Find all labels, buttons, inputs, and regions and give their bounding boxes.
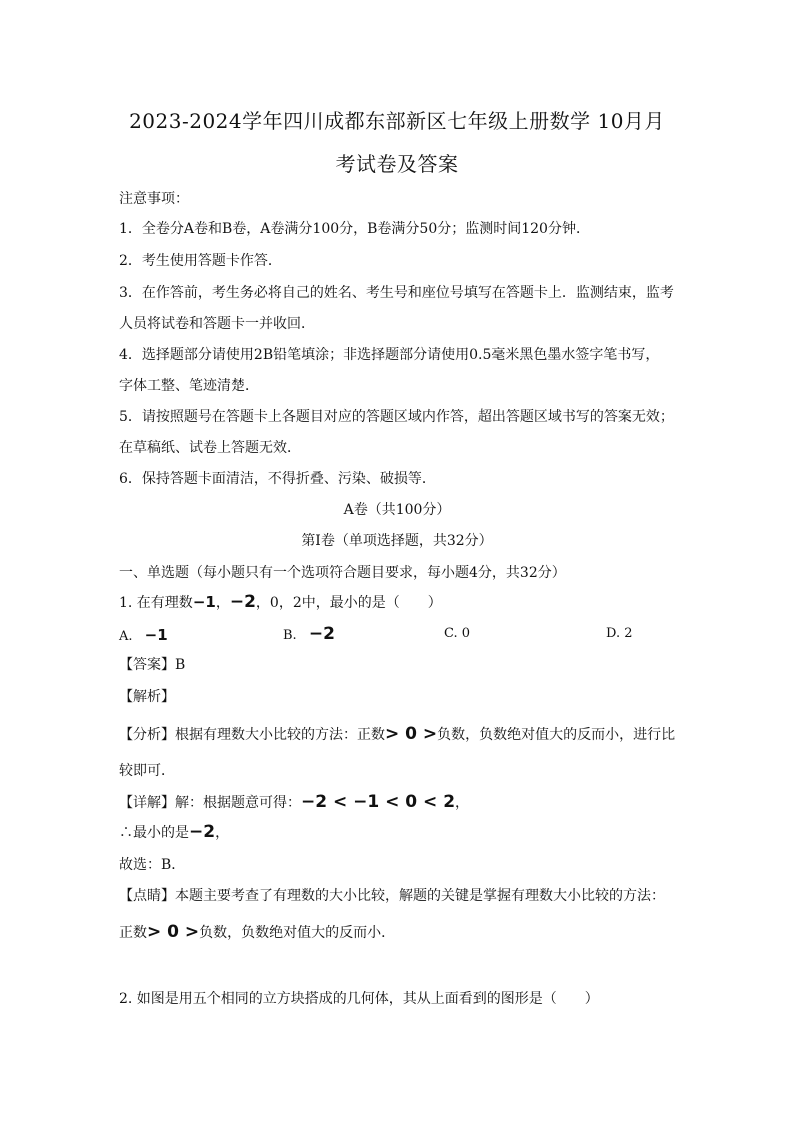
notice-item-6: 6．保持答题卡面清洁，不得折叠、污染、破损等． [119,471,436,487]
q1-stem-suffix: ，0，2中，最小的是（ ） [255,595,442,611]
q1-detail [119,792,469,812]
q1-detail-math: −2 < −1 < 0 < 2 [301,792,456,812]
notice-item-5-cont: 在草稿纸、试卷上答题无效． [119,440,301,456]
q1-fenxi [119,724,675,744]
doc-title-line2: 考试卷及答案 [335,152,459,176]
q1-fenxi-cont: 较即可． [119,763,175,779]
q1-fenxi-prefix: 【分析】根据有理数大小比较的方法：正数 [119,727,385,743]
notice-item-1: 1．全卷分A卷和B卷，A卷满分100分，B卷满分50分；监测时间120分钟． [119,221,590,237]
q1-comment: 【点睛】本题主要考查了有理数的大小比较，解题的关键是掌握有理数大小比较的方法： [119,888,665,904]
q1-option-a [119,626,168,644]
q1-option-b-value: −2 [308,624,335,644]
q1-min-line [119,822,229,842]
doc-title-line1: 2023-2024学年四川成都东部新区七年级上册数学 10月月 [129,109,665,133]
q1-detail-prefix: 【详解】解：根据题意可得： [119,795,301,811]
q1-detail-suffix: ， [455,795,470,811]
q1-number-2: −2 [229,592,256,612]
notice-item-4-cont: 字体工整、笔迹清楚． [119,378,259,394]
q1-min-suffix: ， [215,825,230,841]
q1-fenxi-op: > 0 > [385,724,438,744]
notice-item-2: 2．考生使用答题卡作答． [119,253,282,269]
q1-option-d: D. 2 [606,626,633,641]
q1-comment2-prefix: 正数 [119,925,147,941]
q1-option-a-label: A. [119,629,133,644]
notice-item-4: 4．选择题部分请使用2B铅笔填涂；非选择题部分请使用0.5毫米黑色墨水签字笔书写， [119,347,660,363]
q1-choose: 故选：B． [119,857,186,873]
q1-stem-prefix: 1. 在有理数 [119,595,193,611]
notice-heading: 注意事项： [119,191,189,207]
q1-comment2-op: > 0 > [147,922,200,942]
q1-min-value: −2 [189,822,216,842]
notice-item-5: 5．请按照题号在答题卡上各题目对应的答题区域内作答，超出答题区域书写的答案无效； [119,409,674,425]
q1-option-b [283,624,335,644]
question-1-stem [119,592,442,612]
part1-heading: 第Ⅰ卷（单项选择题，共32分） [301,533,493,549]
notice-item-3-cont: 人员将试卷和答题卡一并收回． [119,316,315,332]
q1-sep: ， [215,595,230,611]
notice-item-3: 3．在作答前，考生务必将自己的姓名、考生号和座位号填写在答题卡上．监测结束，监考 [119,285,674,301]
q1-option-b-label: B. [283,628,297,643]
q1-comment-cont [119,922,395,942]
question-2-stem: 2. 如图是用五个相同的立方块搭成的几何体，其从上面看到的图形是（ ） [119,991,599,1007]
q1-number-1: −1 [192,593,216,611]
q1-answer: 【答案】B [119,657,186,673]
single-choice-heading: 一、单选题（每小题只有一个选项符合题目要求，每小题4分，共32分） [119,565,566,581]
q1-fenxi-suffix: 负数，负数绝对值大的反而小，进行比 [437,727,676,743]
q1-analysis-label: 【解析】 [119,689,175,705]
q1-min-prefix: ∴最小的是 [119,825,189,841]
q1-option-a-value: −1 [144,626,168,644]
q1-option-c: C. 0 [444,626,471,641]
q1-comment2-suffix: 负数，负数绝对值大的反而小． [199,925,396,941]
a-paper-heading: A卷（共100分） [343,502,451,518]
